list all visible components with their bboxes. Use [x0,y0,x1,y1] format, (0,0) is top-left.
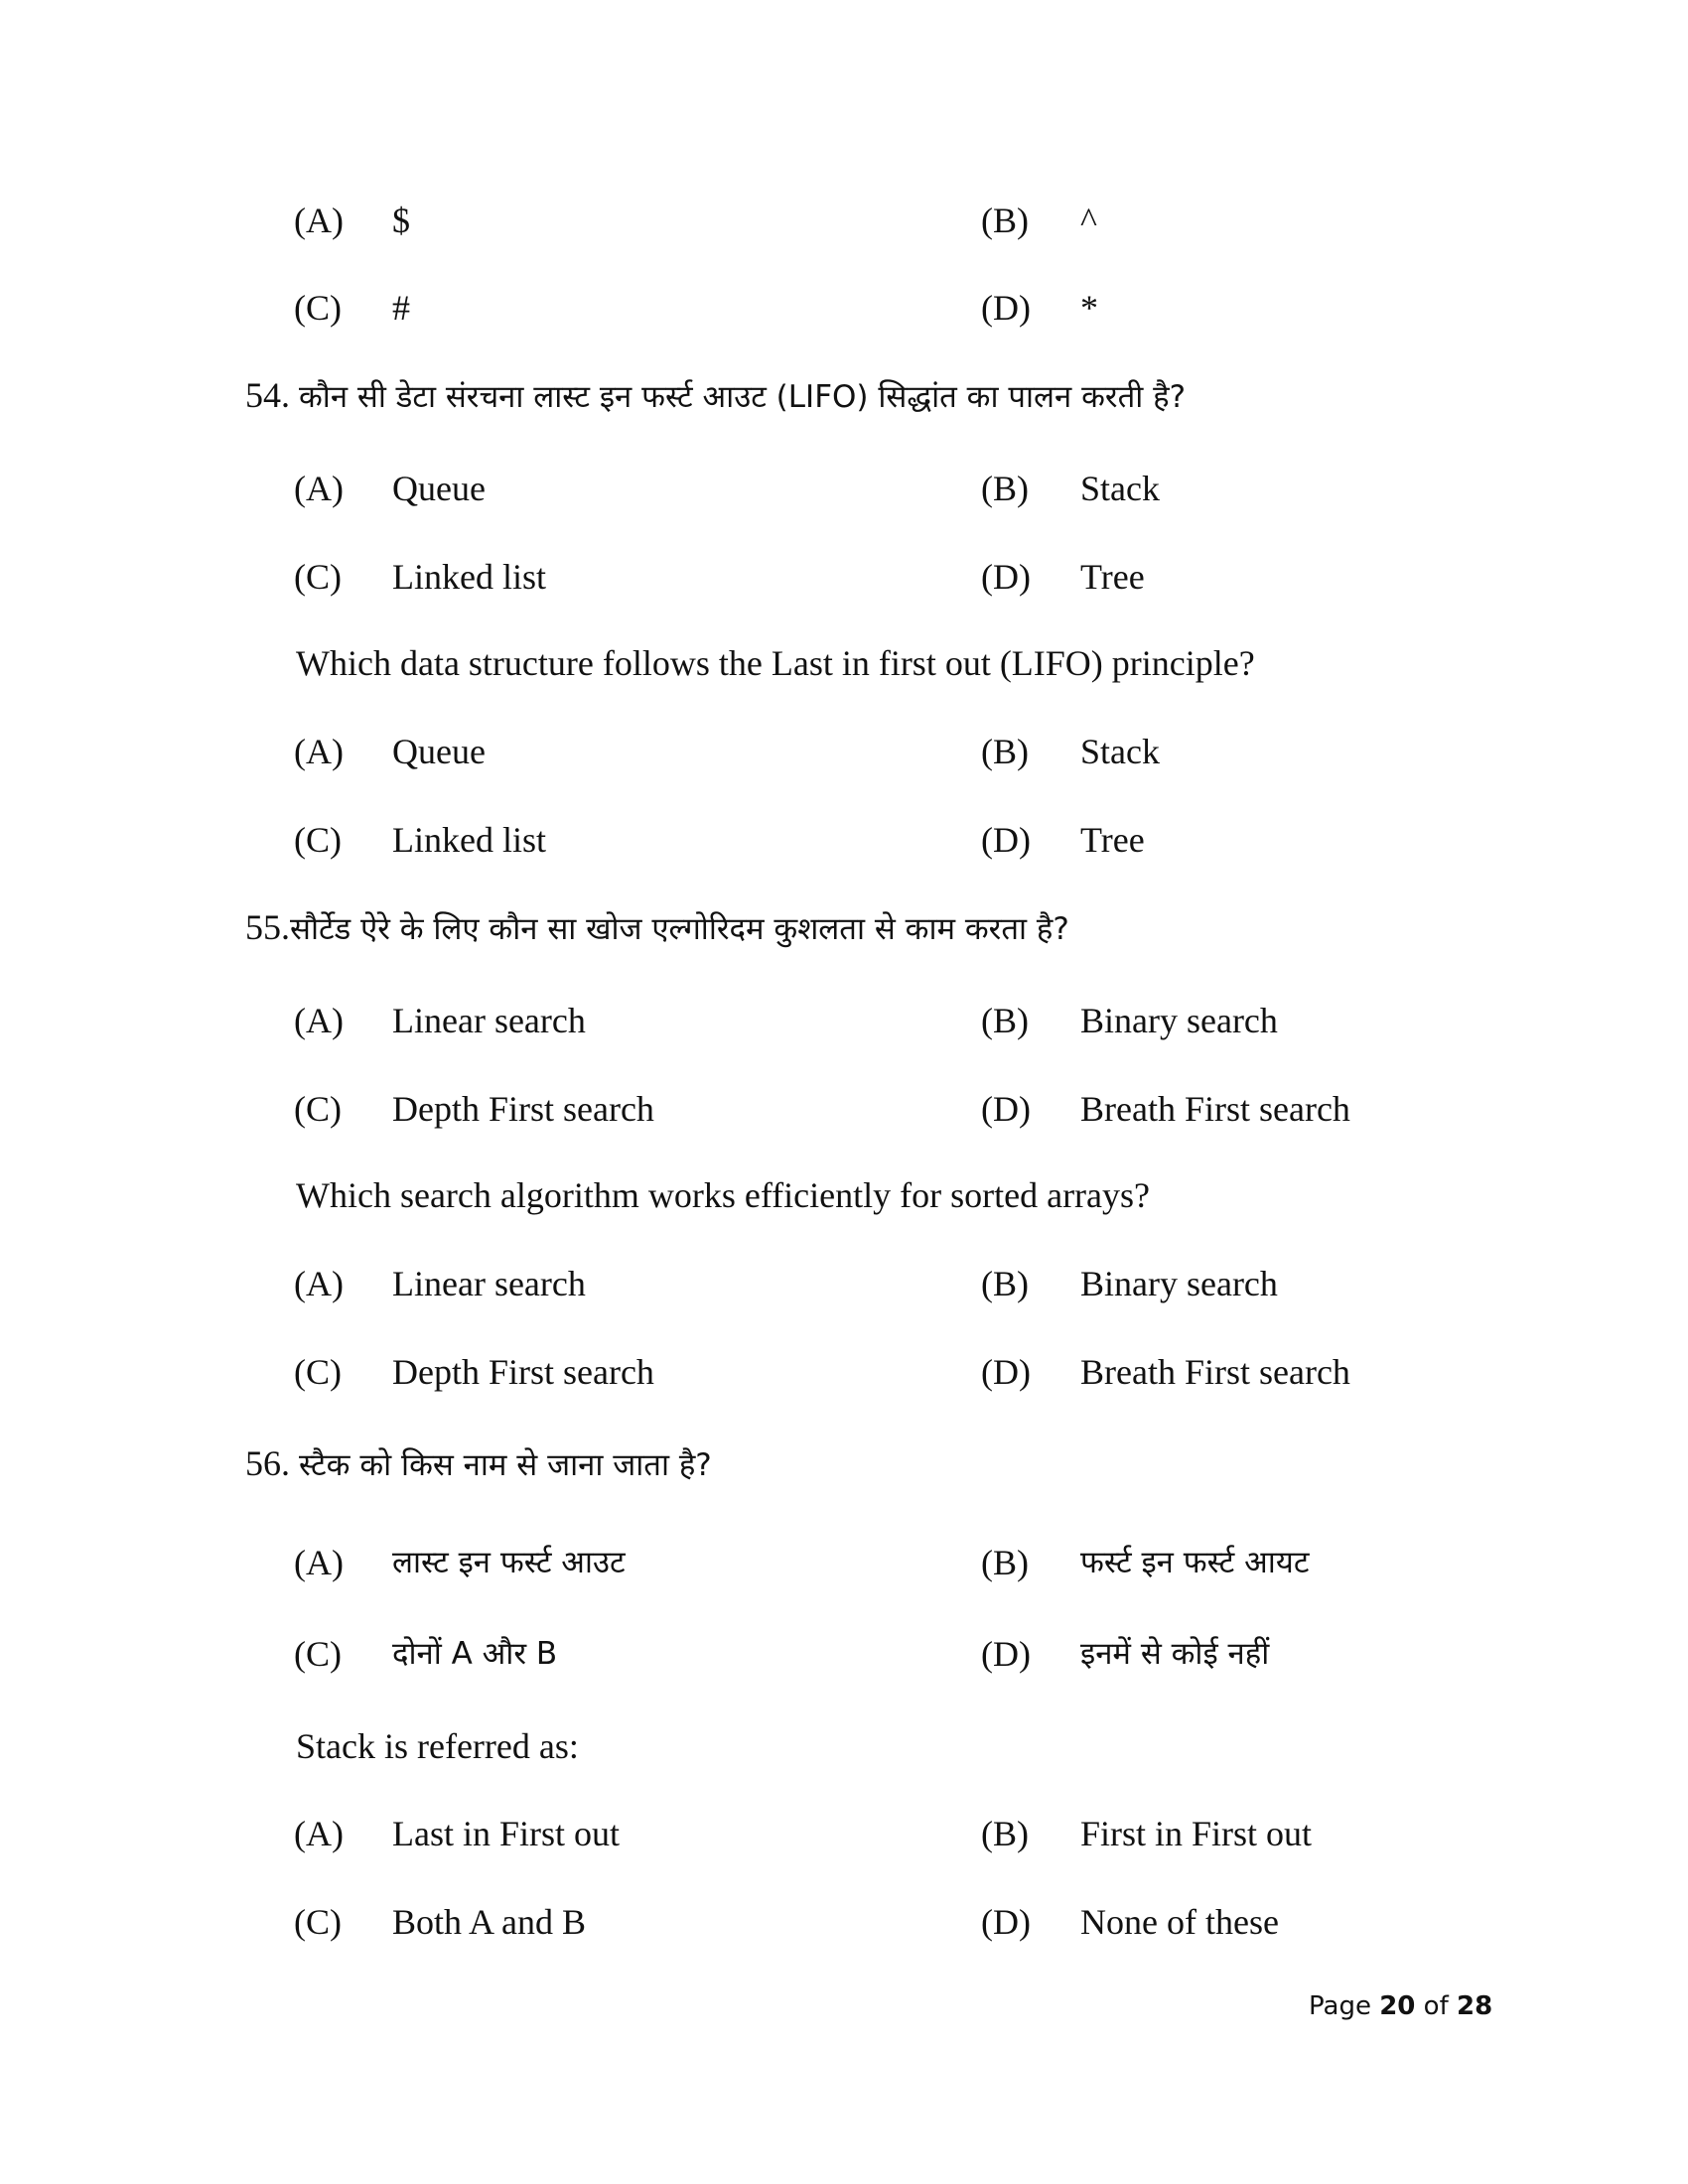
option-a: Last in First out [392,1814,621,1853]
option-label-b: (B) [981,1264,1029,1303]
option-b: First in First out [1080,1814,1313,1853]
question-text-english: Which search algorithm works efficiently for sorted arrays? [296,1175,1151,1215]
option-label-c: (C) [294,1634,342,1674]
option-a: $ [392,201,410,240]
current-page: 20 [1379,1991,1416,2021]
question-number: 55. [245,907,290,947]
option-a: Linear search [392,1264,586,1303]
option-label-b: (B) [981,1001,1029,1040]
option-d: None of these [1080,1902,1279,1942]
option-label-d: (D) [981,1352,1031,1392]
option-b: Binary search [1080,1001,1278,1040]
option-label-b: (B) [981,469,1029,508]
question-hindi [245,905,1069,951]
option-label-c: (C) [294,820,342,860]
question-text-english: Stack is referred as: [296,1726,579,1766]
page-prefix: Page [1309,1991,1380,2021]
option-d: Tree [1080,557,1145,597]
option-label-b: (B) [981,201,1029,240]
option-c: # [392,288,410,328]
option-d: Tree [1080,820,1145,860]
option-c: Linked list [392,557,546,597]
option-label-d: (D) [981,288,1031,328]
option-label-a: (A) [294,469,344,508]
question-number: 56. [245,1443,290,1483]
option-label-c: (C) [294,288,342,328]
option-c: दोनों A और B [392,1636,558,1672]
option-label-a: (A) [294,1814,344,1853]
option-label-b: (B) [981,1814,1029,1853]
option-label-d: (D) [981,820,1031,860]
option-d: Breath First search [1080,1352,1350,1392]
option-a: लास्ट इन फर्स्ट आउट [392,1545,626,1580]
option-c: Both A and B [392,1902,587,1942]
option-b: फर्स्ट इन फर्स्ट आयट [1080,1545,1310,1580]
page-number [1309,1991,1492,2021]
question-text-hindi: कौन सी डेटा संरचना लास्ट इन फर्स्ट आउट (LIFO) सिद्धांत का पालन करती है? [299,379,1187,415]
question-text-hindi: सौर्टेड ऐरे के लिए कौन सा खोज एल्गोरिदम कुशलता से काम करता है? [290,911,1069,947]
option-d: Breath First search [1080,1089,1350,1129]
option-label-d: (D) [981,1089,1031,1129]
option-b: Binary search [1080,1264,1278,1303]
option-label-a: (A) [294,732,344,771]
question-hindi [245,1441,712,1487]
option-d: * [1080,288,1098,328]
option-label-d: (D) [981,1634,1031,1674]
option-c: Depth First search [392,1089,654,1129]
option-c: Linked list [392,820,546,860]
option-label-c: (C) [294,1902,342,1942]
option-d: इनमें से कोई नहीं [1080,1636,1270,1672]
option-label-c: (C) [294,557,342,597]
option-label-c: (C) [294,1352,342,1392]
question-text-english: Which data structure follows the Last in first out (LIFO) principle? [296,643,1255,683]
option-label-d: (D) [981,1902,1031,1942]
page-of: of [1415,1991,1457,2021]
question-number: 54. [245,375,290,415]
option-label-a: (A) [294,1543,344,1582]
option-label-d: (D) [981,557,1031,597]
question-hindi [245,373,1186,419]
option-label-a: (A) [294,1264,344,1303]
option-a: Queue [392,469,486,508]
option-b: Stack [1080,469,1160,508]
option-b: ^ [1080,201,1097,240]
option-label-c: (C) [294,1089,342,1129]
option-label-b: (B) [981,732,1029,771]
option-c: Depth First search [392,1352,654,1392]
option-label-a: (A) [294,1001,344,1040]
option-a: Linear search [392,1001,586,1040]
option-label-b: (B) [981,1543,1029,1582]
option-label-a: (A) [294,201,344,240]
question-text-hindi: स्टैक को किस नाम से जाना जाता है? [299,1447,712,1483]
option-b: Stack [1080,732,1160,771]
total-pages: 28 [1457,1991,1493,2021]
option-a: Queue [392,732,486,771]
